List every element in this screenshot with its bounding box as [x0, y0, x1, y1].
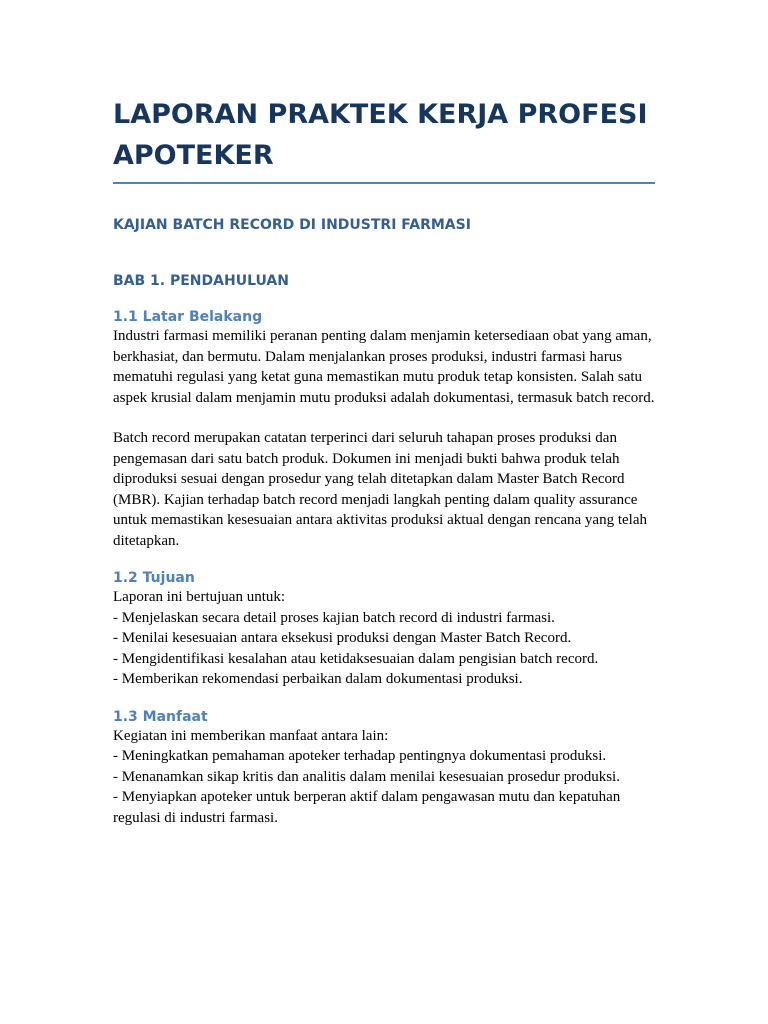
list-item: - Memberikan rekomendasi perbaikan dalam dokumentasi produksi. — [113, 671, 523, 687]
document-title: LAPORAN PRAKTEK KERJA PROFESI APOTEKER — [113, 94, 655, 184]
section-heading-manfaat: 1.3 Manfaat — [113, 708, 208, 725]
section-heading-latar-belakang: 1.1 Latar Belakang — [113, 309, 263, 325]
list-item: - Meningkatkan pemahaman apoteker terhadap pentingnya dokumentasi produksi. — [113, 748, 607, 764]
document-body — [113, 94, 655, 828]
list-item: - Menyiapkan apoteker untuk berperan aktif dalam pengawasan mutu dan kepatuhan regulasi di industri farmasi. — [113, 789, 621, 826]
list-item: - Menjelaskan secara detail proses kajian batch record di industri farmasi. — [113, 609, 555, 626]
list-intro: Laporan ini bertujuan untuk: — [113, 589, 286, 605]
list-item: - Menilai kesesuaian antara eksekusi produksi dengan Master Batch Record. — [113, 630, 572, 646]
paragraph: Industri farmasi memiliki peranan penting dalam menjamin ketersediaan obat yang aman, berkhasiat, dan bermutu. Dalam menjalankan proses produksi, industri farmasi harus mematuhi regulasi yang ketat guna memastikan mutu produk tetap konsisten. Salah satu aspek krusial dalam menjamin mutu produksi adalah dokumentasi, termasuk batch record. — [113, 328, 655, 406]
list-intro: Kegiatan ini memberikan manfaat antara lain: — [113, 727, 389, 744]
section-heading-tujuan: 1.2 Tujuan — [113, 570, 195, 586]
list-item: - Mengidentifikasi kesalahan atau ketidaksesuaian dalam pengisian batch record. — [113, 650, 599, 667]
document-subtitle: KAJIAN BATCH RECORD DI INDUSTRI FARMASI — [113, 217, 471, 233]
paragraph: Batch record merupakan catatan terperinci dari seluruh tahapan proses produksi dan pengemasan dari satu batch produk. Dokumen ini menjadi bukti bahwa produk telah diproduksi sesuai dengan prosedur yang telah ditetapkan dalam Master Batch Record (MBR). Kajian terhadap batch record menjadi langkah penting dalam quality assurance untuk memastikan kesesuaian antara aktivitas produksi aktual dengan rencana yang telah ditetapkan. — [113, 430, 647, 549]
paragraph-spacer — [113, 408, 655, 428]
list-item: - Menanamkan sikap kritis dan analitis dalam menilai kesesuaian prosedur produksi. — [113, 768, 620, 785]
chapter-heading: BAB 1. PENDAHULUAN — [113, 273, 289, 289]
